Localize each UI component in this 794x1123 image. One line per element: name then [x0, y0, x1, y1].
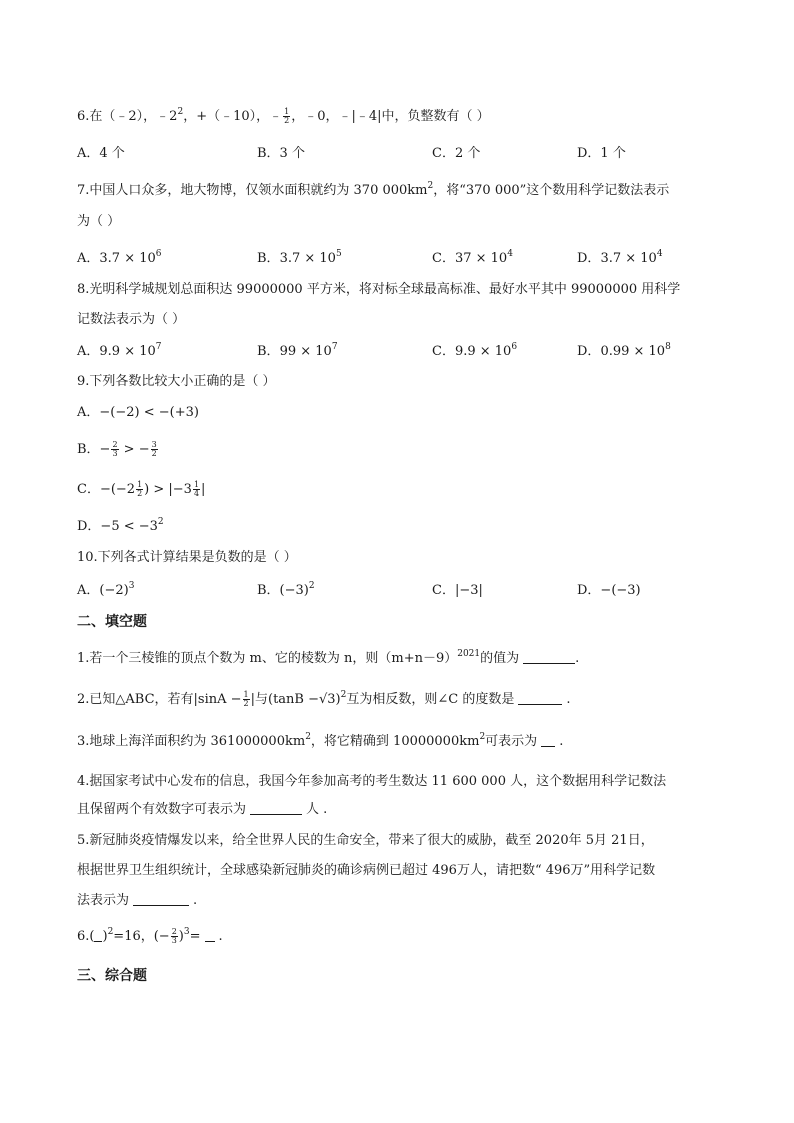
q7-option-c[interactable]	[432, 250, 513, 268]
q9-c-fraction-1	[136, 481, 143, 498]
q9-option-c-label: C．−(−2	[77, 482, 136, 497]
q7-option-a[interactable]	[77, 250, 162, 268]
f2-text-b: |与(tanB −√3)	[250, 692, 341, 707]
fill-4-line1: 4.据国家考试中心发布的信息，我国今年参加高考的考生数达 11 600 000 人，这个数据用科学记数法	[77, 774, 667, 789]
f2-answer-blank[interactable]	[518, 692, 562, 705]
q8-option-d-base: 0.99 × 10	[600, 344, 666, 359]
section-3-heading: 三、综合题	[77, 968, 147, 984]
q6-option-a[interactable]: A．4 个	[77, 146, 125, 161]
q7-option-b-base: 3.7 × 10	[279, 251, 336, 266]
f6-text-d: )	[178, 929, 184, 944]
q9-b-f2-den: 2	[151, 449, 157, 458]
fill-5-line3	[77, 892, 197, 910]
q9-c-mid: ) > |−3	[144, 482, 192, 497]
q7-option-b[interactable]	[257, 250, 342, 268]
q9-c-f2-den: 4	[193, 489, 200, 498]
f3-text-b: ，将它精确到 10000000km	[310, 734, 480, 749]
q9-c-end: |	[201, 482, 206, 497]
f2-fraction	[243, 691, 250, 708]
fill-1	[77, 650, 579, 668]
q6-fraction-num: 1	[284, 107, 290, 116]
q10-option-a-text: A．(−2)	[77, 583, 129, 598]
f4-text-a: 且保留两个有效数字可表示为	[77, 802, 247, 817]
f1-end: .	[575, 651, 580, 666]
q10-option-b-text: B．(−3)	[257, 583, 309, 598]
f4-answer-blank[interactable]	[250, 802, 302, 815]
q9-c-fraction-2	[193, 481, 200, 498]
f1-text-b: 的值为	[480, 651, 520, 666]
q10-option-d[interactable]	[577, 582, 641, 600]
f1-answer-blank[interactable]	[523, 651, 575, 664]
q8-option-b-exp: 7	[331, 342, 338, 352]
f3-text-c: 可表示为	[485, 734, 538, 749]
q10-option-a[interactable]	[77, 582, 134, 600]
q9-b-f2-num: 3	[151, 440, 157, 449]
q9-c-f1-num: 1	[137, 480, 143, 489]
q7-option-d-exp: 4	[656, 249, 663, 259]
q6-exponent: 2	[177, 107, 184, 117]
f4-text-b: 人 .	[306, 802, 328, 817]
f6-text-e: =	[189, 929, 201, 944]
f3-exponent-2: 2	[479, 732, 486, 742]
q8-option-a-label: A．	[77, 344, 100, 359]
q6-option-d[interactable]: D．1 个	[577, 146, 626, 161]
q9-option-d-exp: 2	[157, 517, 164, 527]
q8-option-a-base: 9.9 × 10	[99, 344, 156, 359]
f5-text-a: 法表示为	[77, 893, 130, 908]
q8-option-b-label: B．	[257, 344, 280, 359]
f6-answer-blank-2[interactable]	[205, 929, 215, 942]
q6-fraction-den: 2	[284, 116, 290, 125]
q7-option-a-base: 3.7 × 10	[99, 251, 156, 266]
f6-text-c: =16，(−	[113, 929, 170, 944]
question-6-stem	[77, 108, 490, 126]
f6-fraction-den: 3	[171, 936, 177, 945]
q9-option-b-label: B．−	[77, 442, 111, 457]
question-8-stem-line2: 记数法表示为（ ）	[77, 312, 186, 327]
question-7-stem-line1	[77, 182, 669, 200]
q10-option-c[interactable]	[432, 582, 483, 600]
q8-option-a[interactable]	[77, 343, 162, 361]
q8-option-c-label: C．	[432, 344, 455, 359]
f6-text-a: 6.(	[77, 929, 95, 944]
q8-option-c[interactable]	[432, 343, 517, 361]
fill-5-line1: 5.新冠肺炎疫情爆发以来，给全世界人民的生命安全，带来了很大的威胁，截至 2020年 5月 21日，	[77, 833, 654, 848]
fill-6	[77, 928, 223, 946]
q9-option-d[interactable]	[77, 518, 164, 536]
q10-option-d-text: D．−(−3)	[577, 583, 641, 598]
q6-option-b[interactable]: B．3 个	[257, 146, 305, 161]
fill-3	[77, 733, 563, 751]
f1-exponent: 2021	[457, 649, 481, 659]
q7-exponent: 2	[427, 181, 434, 191]
q9-c-f2-num: 1	[193, 480, 200, 489]
q8-option-b[interactable]	[257, 343, 338, 361]
question-6-options	[77, 145, 737, 163]
q8-option-b-base: 99 × 10	[279, 344, 332, 359]
question-10-stem: 10.下列各式计算结果是负数的是（ ）	[77, 550, 297, 565]
q8-option-c-exp: 6	[511, 342, 518, 352]
f2-fraction-num: 1	[243, 690, 249, 699]
q8-option-a-exp: 7	[155, 342, 162, 352]
q7-option-d-base: 3.7 × 10	[600, 251, 657, 266]
q9-option-b[interactable]	[77, 441, 159, 459]
fill-4-line2	[77, 801, 327, 819]
f1-text-a: 1.若一个三棱锥的顶点个数为 m、它的棱数为 n，则（m+n－9）	[77, 651, 458, 666]
question-7-stem-line2: 为（ ）	[77, 214, 121, 229]
f5-answer-blank[interactable]	[133, 893, 189, 906]
q7-option-a-label: A．	[77, 251, 100, 266]
f6-fraction	[171, 928, 178, 945]
f6-exponent-2: 3	[183, 927, 190, 937]
q8-option-d[interactable]	[577, 343, 671, 361]
q8-option-d-label: D．	[577, 344, 601, 359]
f6-end: .	[218, 929, 223, 944]
f2-end: .	[566, 692, 571, 707]
q7-option-c-label: C．	[432, 251, 455, 266]
f5-end: .	[193, 893, 198, 908]
f3-end: .	[559, 734, 564, 749]
q10-option-b-exp: 2	[308, 581, 315, 591]
question-9-stem: 9.下列各数比较大小正确的是（ ）	[77, 374, 276, 389]
q9-b-fraction-2	[151, 441, 158, 458]
q9-b-f1-num: 2	[112, 440, 118, 449]
fill-2	[77, 691, 571, 709]
f3-answer-blank[interactable]	[541, 734, 555, 747]
q6-fraction	[283, 108, 290, 125]
q7-option-a-exp: 6	[155, 249, 162, 259]
q10-option-b[interactable]	[257, 582, 315, 600]
f3-exponent-1: 2	[305, 732, 311, 742]
q10-option-c-text: C．|−3|	[432, 583, 483, 598]
question-10-options	[77, 582, 737, 600]
f2-exponent: 2	[340, 690, 347, 700]
question-8-options	[77, 343, 737, 361]
q9-b-mid: > −	[119, 442, 150, 457]
q7-option-b-label: B．	[257, 251, 280, 266]
q9-option-d-base: D．−5 < −3	[77, 519, 158, 534]
q8-option-d-exp: 8	[665, 342, 671, 352]
q7-option-d-label: D．	[577, 251, 601, 266]
q7-option-d[interactable]	[577, 250, 663, 268]
f3-text-a: 3.地球上海洋面积约为 361000000km	[77, 734, 306, 749]
fill-5-line2: 根据世界卫生组织统计，全球感染新冠肺炎的确诊病例已超过 496万人，请把数“ 496万”用科学记数	[77, 863, 656, 878]
q7-text-a: 7.中国人口众多，地大物博，仅领水面积就约为 370 000km	[77, 183, 428, 198]
q6-text-suffix: ，﹣0，﹣|﹣4|中，负整数有（ ）	[291, 109, 490, 124]
q7-option-c-base: 37 × 10	[454, 251, 508, 266]
q8-option-c-base: 9.9 × 10	[454, 344, 512, 359]
q9-b-f1-den: 3	[112, 449, 118, 458]
q10-option-a-exp: 3	[128, 581, 135, 591]
q6-text-mid: ，+（﹣10），﹣	[183, 109, 283, 124]
f6-exponent-1: 2	[107, 927, 114, 937]
f6-fraction-num: 2	[171, 927, 177, 936]
f2-fraction-den: 2	[243, 699, 249, 708]
f2-text-c: 互为相反数，则∠C 的度数是	[346, 692, 515, 707]
q7-option-b-exp: 5	[335, 249, 342, 259]
f2-text-a: 2.已知△ABC，若有|sinA −	[77, 692, 242, 707]
q9-b-fraction-1	[111, 441, 118, 458]
question-7-options	[77, 250, 737, 268]
q9-c-f1-den: 2	[137, 489, 143, 498]
q6-option-c[interactable]: C．2 个	[432, 146, 481, 161]
f6-text-b: )	[102, 929, 108, 944]
q6-text-prefix: 6.在（﹣2），﹣2	[77, 109, 178, 124]
q9-option-a[interactable]: A．−(−2) < −(+3)	[77, 405, 199, 420]
q9-option-c[interactable]	[77, 481, 205, 499]
q7-option-c-exp: 4	[507, 249, 513, 259]
section-2-heading: 二、填空题	[77, 614, 147, 630]
q7-text-b: ，将“370 000”这个数用科学记数法表示	[433, 183, 670, 198]
question-8-stem-line1: 8.光明科学城规划总面积达 99000000 平方米，将对标全球最高标准、最好水平其中 99000000 用科学	[77, 282, 681, 297]
